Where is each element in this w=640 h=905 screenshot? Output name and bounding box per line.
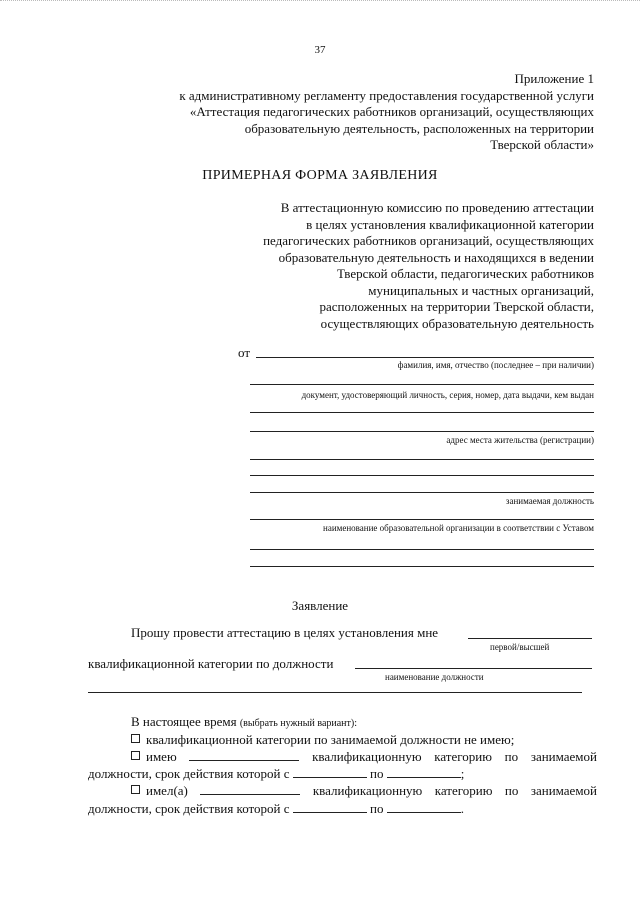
position-field[interactable] [250,492,594,493]
option1-text: квалификационной категории по занимаемой должности не имею; [146,732,515,747]
checkbox-icon[interactable] [131,785,140,794]
option3-validity [88,800,464,817]
current-status [131,713,357,732]
current-label: В настоящее время [131,714,237,729]
address-field-2[interactable] [250,459,594,460]
date-to-blank[interactable] [387,767,461,778]
option-no-category [131,731,514,748]
category-caption: первой/высшей [490,642,550,652]
page-number: 37 [314,44,326,56]
fio-caption: фамилия, имя, отчество (последнее – при наличии) [397,360,594,370]
qualification-text: квалификационной категории по должности [88,656,334,671]
validity-text: должности, срок действия которой с [88,801,290,816]
position-name-caption: наименование должности [385,672,484,682]
organization-field-3[interactable] [250,566,594,567]
option2-text: квалификационную категорию по занимаемой [312,749,597,764]
addressee-line: педагогических работников организаций, осуществляющих [263,233,594,248]
option2-have: имею [146,749,177,764]
organization-caption: наименование образовательной организации в соответствии с Уставом [323,523,594,533]
category-field[interactable] [468,638,592,639]
document-field-2[interactable] [250,412,594,413]
option3-text: квалификационную категорию по занимаемой [312,783,598,798]
checkbox-icon[interactable] [131,751,140,760]
position-name-field-2[interactable] [88,692,582,693]
addressee-line: расположенных на территории Тверской области, [319,299,594,314]
document-caption: документ, удостоверяющий личность, серия, номер, дата выдачи, кем выдан [301,390,594,400]
addressee-line: муниципальных и частных организаций, [368,282,594,298]
checkbox-icon[interactable] [131,734,140,743]
addressee-block [174,200,594,332]
punct: ; [460,766,465,781]
option3-had: имел(а) [146,783,188,798]
address-caption: адрес места жительства (регистрации) [446,435,594,445]
addressee-line: В аттестационную комиссию по проведению аттестации [280,200,594,215]
date-to-blank[interactable] [387,802,461,813]
addressee-line: осуществляющих образовательную деятельность [320,315,594,331]
validity-to: по [370,801,384,816]
validity-text: должности, срок действия которой с [88,766,290,781]
appendix-line: образовательную деятельность, расположенных на территории [244,120,594,136]
option2-validity [88,765,464,782]
address-field[interactable] [250,431,594,432]
option-has-category [131,748,597,765]
address-field-3[interactable] [250,475,594,476]
punct: . [460,801,464,816]
category-blank[interactable] [189,750,299,761]
current-hint: (выбрать нужный вариант): [239,718,357,729]
category-blank[interactable] [200,784,300,795]
request-text: Прошу провести аттестацию в целях установления мне [131,625,439,640]
appendix-header [94,71,594,154]
appendix-line: «Аттестация педагогических работников организаций, осуществляющих [189,104,594,119]
appendix-line: Приложение 1 [514,71,594,86]
addressee-line: образовательную деятельность и находящихся в ведении [278,249,594,265]
organization-field[interactable] [250,519,594,520]
position-caption: занимаемая должность [505,496,594,506]
appendix-line: к административному регламенту предоставления государственной услуги [179,87,594,103]
document-field[interactable] [250,384,594,385]
addressee-line: Тверской области, педагогических работников [337,266,594,281]
addressee-line: в целях установления квалификационной категории [306,216,594,232]
organization-field-2[interactable] [250,549,594,550]
option-had-category [131,782,597,799]
fio-field[interactable] [256,357,594,358]
date-from-blank[interactable] [293,767,367,778]
position-name-field[interactable] [355,668,592,669]
appendix-line: Тверской области» [490,137,594,152]
scan-edge-artifact [0,0,640,4]
from-label: от [238,345,251,360]
date-from-blank[interactable] [293,802,367,813]
validity-to: по [370,766,384,781]
statement-heading: Заявление [291,598,349,613]
form-title: ПРИМЕРНАЯ ФОРМА ЗАЯВЛЕНИЯ [202,168,438,183]
